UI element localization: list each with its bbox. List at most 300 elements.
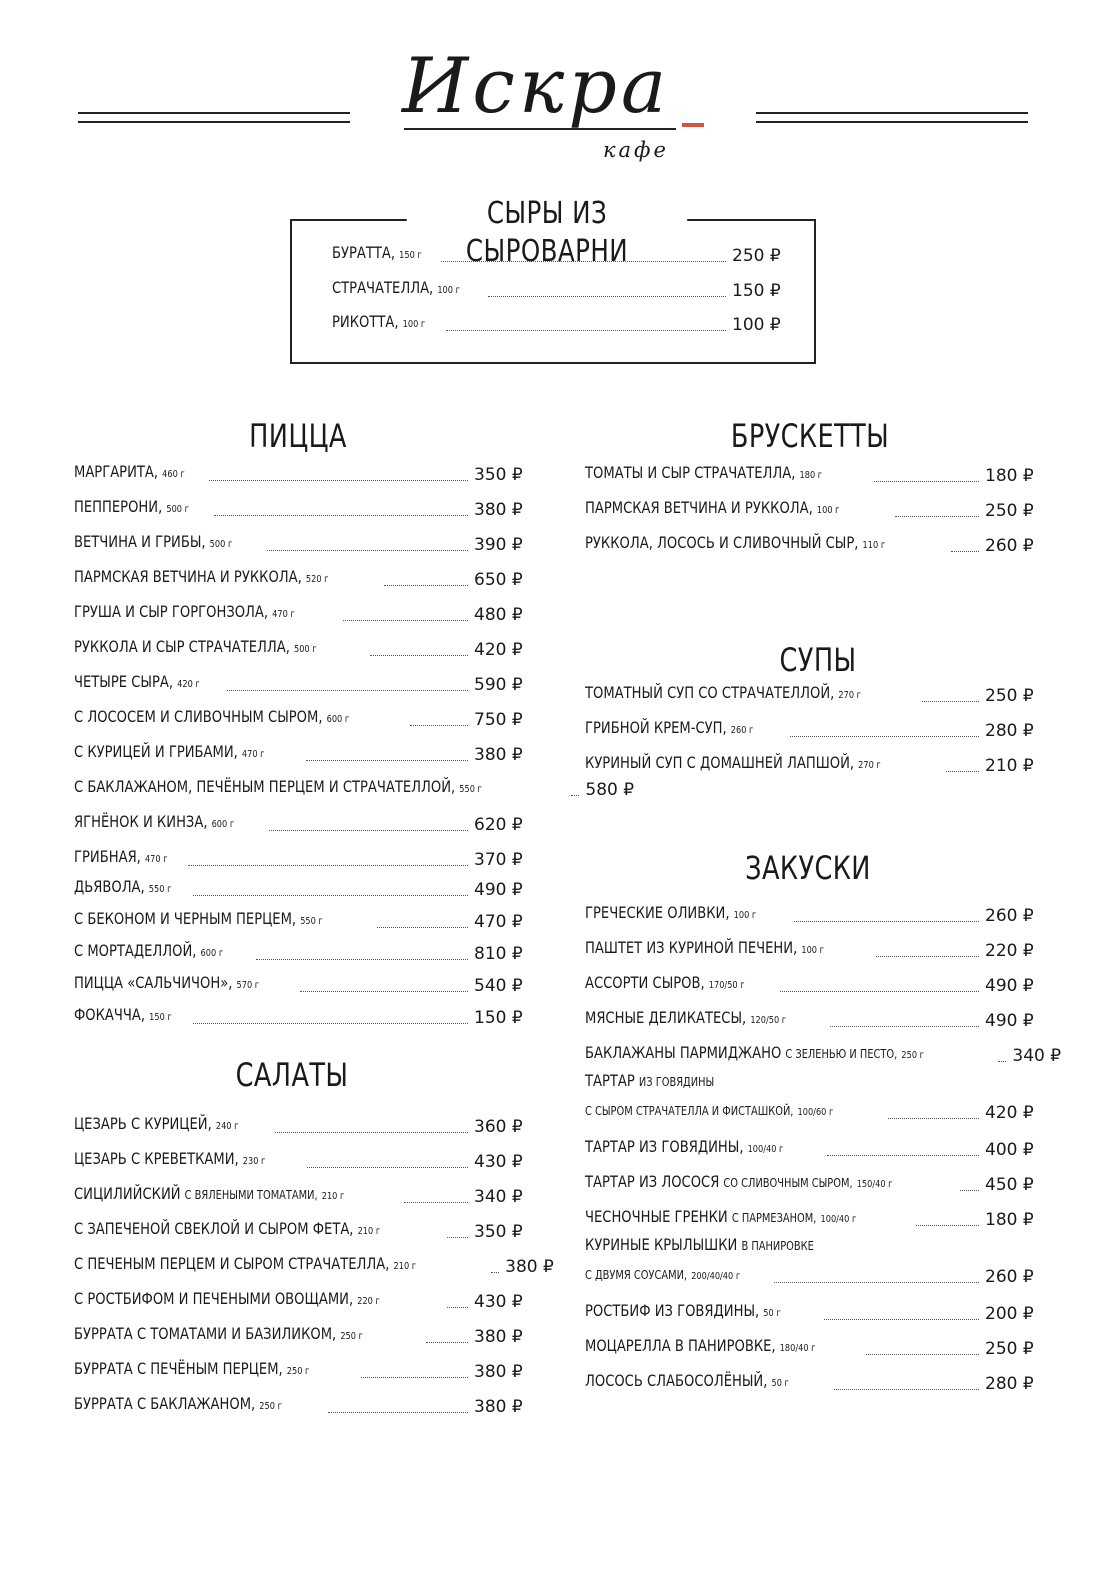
item-weight: 150 г: [149, 1012, 172, 1023]
menu-item: [74, 805, 522, 835]
item-price: 650 ₽: [474, 570, 523, 590]
item-weight: 270 г: [838, 690, 861, 701]
item-price: 340 ₽: [474, 1187, 523, 1207]
menu-item: [74, 525, 522, 555]
dot-leader: [214, 515, 468, 516]
decorative-double-line-right: [756, 112, 1028, 123]
item-name: [332, 312, 425, 335]
item-price: 350 ₽: [474, 1222, 523, 1242]
item-name: [585, 1172, 892, 1195]
item-title: С БАКЛАЖАНОМ, ПЕЧЁНЫМ ПЕРЦЕМ И СТРАЧАТЕЛЛОЙ,: [74, 777, 456, 796]
item-title: ГРИБНОЙ КРЕМ-СУП,: [585, 718, 727, 737]
item-price: 100 ₽: [732, 315, 781, 335]
item-weight: 600 г: [211, 819, 235, 830]
item-name: [74, 1219, 380, 1242]
item-title: БУРАТТА,: [332, 243, 396, 262]
item-price: 750 ₽: [474, 710, 523, 730]
item-name: [585, 1336, 815, 1359]
item-title: РИКОТТА,: [332, 312, 399, 331]
item-name: [585, 1008, 786, 1031]
menu-item: [585, 1200, 1033, 1230]
item-title: ТОМАТНЫЙ СУП СО СТРАЧАТЕЛЛОЙ,: [585, 683, 835, 702]
dot-leader: [998, 1061, 1006, 1062]
menu-item: [585, 1001, 1033, 1031]
dot-leader: [256, 959, 468, 960]
dot-leader: [343, 620, 468, 621]
item-title: МОЦАРЕЛЛА В ПАНИРОВКЕ,: [585, 1336, 776, 1355]
item-weight: 110 г: [862, 540, 886, 551]
item-weight: 470 г: [144, 854, 168, 865]
item-price: 490 ₽: [985, 1011, 1034, 1031]
dot-leader: [300, 991, 468, 992]
item-name: [74, 1289, 380, 1312]
menu-item: [585, 1130, 1033, 1160]
dot-leader: [275, 1132, 468, 1133]
item-name: [585, 498, 839, 521]
item-weight: 180/40 г: [779, 1343, 816, 1354]
dot-leader: [410, 725, 468, 726]
item-name: [74, 672, 200, 695]
item-name: [585, 1137, 783, 1160]
menu-item: [332, 236, 780, 266]
item-price: 200 ₽: [985, 1304, 1034, 1324]
item-title: БУРРАТА С БАКЛАЖАНОМ,: [74, 1394, 256, 1413]
item-title: РУККОЛА И СЫР СТРАЧАТЕЛЛА,: [74, 637, 290, 656]
item-weight: 210 г: [357, 1226, 381, 1237]
item-description: С СЫРОМ СТРАЧАТЕЛЛА И ФИСТАШКОЙ,: [585, 1104, 794, 1118]
item-title: БАКЛАЖАНЫ ПАРМИДЖАНО: [585, 1043, 782, 1062]
section-title-snacks: ЗАКУСКИ: [745, 849, 871, 887]
item-name: [74, 1254, 416, 1277]
menu-item: [74, 840, 522, 870]
item-price: 180 ₽: [985, 1210, 1034, 1230]
item-name: [74, 1005, 172, 1028]
item-weight: 600 г: [200, 948, 224, 959]
item-price: 260 ₽: [985, 536, 1034, 556]
dot-leader: [916, 1225, 979, 1226]
menu-item: [74, 770, 635, 800]
item-description: С ПАРМЕЗАНОМ,: [731, 1211, 817, 1225]
item-title: ГРИБНАЯ,: [74, 847, 141, 866]
item-title: С МОРТАДЕЛЛОЙ,: [74, 941, 197, 960]
item-description: С ЗЕЛЕНЬЮ И ПЕСТО,: [785, 1047, 898, 1061]
item-name: [332, 278, 460, 301]
dot-leader: [188, 865, 468, 866]
dot-leader: [866, 1354, 979, 1355]
menu-item: [585, 711, 1033, 741]
menu-item: [74, 1282, 522, 1312]
item-weight: 470 г: [272, 609, 295, 620]
item-price: 420 ₽: [474, 640, 523, 660]
menu-item: [585, 1329, 1033, 1359]
item-name: [74, 532, 232, 555]
item-price: 380 ₽: [474, 500, 523, 520]
dot-leader: [447, 1237, 468, 1238]
section-title-salads: САЛАТЫ: [235, 1056, 349, 1094]
item-weight: 100 г: [801, 945, 824, 956]
item-weight: 240 г: [215, 1121, 239, 1132]
dot-leader: [888, 1118, 979, 1119]
item-weight: 230 г: [242, 1156, 266, 1167]
item-name: [74, 637, 317, 660]
menu-item: [74, 870, 522, 900]
item-title: СТРАЧАТЕЛЛА,: [332, 277, 434, 297]
item-price: 400 ₽: [985, 1140, 1034, 1160]
item-name: [585, 1043, 924, 1066]
item-price: 380 ₽: [474, 1397, 523, 1417]
item-name: [74, 1394, 282, 1417]
item-weight: 150/40 г: [856, 1179, 893, 1190]
item-price: 380 ₽: [474, 1362, 523, 1382]
item-price: 450 ₽: [985, 1175, 1034, 1195]
menu-item: [74, 1352, 522, 1382]
dot-leader: [780, 991, 979, 992]
item-price: 150 ₽: [732, 280, 781, 301]
item-price: 250 ₽: [985, 1339, 1034, 1359]
item-title: С ЛОСОСЕМ И СЛИВОЧНЫМ СЫРОМ,: [74, 707, 323, 726]
item-weight: 420 г: [177, 679, 200, 690]
item-name: [74, 1149, 265, 1172]
menu-item: [74, 700, 522, 730]
item-name: [585, 1371, 789, 1394]
dot-leader: [895, 516, 979, 517]
menu-item: [74, 1387, 522, 1417]
item-title: ФОКАЧЧА,: [74, 1005, 146, 1024]
item-name: [74, 462, 185, 485]
dot-leader: [827, 1155, 979, 1156]
section-title-soups: СУПЫ: [779, 641, 857, 679]
dot-leader: [446, 330, 726, 331]
item-weight: 500 г: [166, 504, 189, 515]
dot-leader: [874, 481, 979, 482]
item-name-line: [585, 1071, 952, 1093]
menu-item: [332, 271, 780, 301]
item-price: 250 ₽: [985, 501, 1034, 521]
item-name: [585, 938, 824, 961]
item-weight: 550 г: [459, 784, 482, 795]
item-price: 250 ₽: [985, 686, 1034, 706]
item-weight: 200/40/40 г: [691, 1271, 741, 1282]
menu-item: [74, 735, 522, 765]
menu-item: [585, 746, 1033, 776]
item-price: 280 ₽: [985, 721, 1034, 741]
section-title-cheese: СЫРЫ ИЗ СЫРОВАРНИ: [407, 195, 687, 271]
item-price: 250 ₽: [732, 246, 781, 266]
menu-item: [74, 934, 522, 964]
menu-item: [74, 595, 522, 625]
dot-leader: [876, 956, 979, 957]
item-price: 350 ₽: [474, 465, 523, 485]
item-name: [74, 909, 323, 932]
item-price: 380 ₽: [474, 745, 523, 765]
menu-item: [332, 305, 780, 335]
item-title: С ПЕЧЕНЫМ ПЕРЦЕМ И СЫРОМ СТРАЧАТЕЛЛА,: [74, 1254, 390, 1273]
menu-item: [74, 630, 522, 660]
item-price: 580 ₽: [585, 780, 635, 800]
item-price: 380 ₽: [474, 1327, 523, 1347]
item-title: КУРИНЫЕ КРЫЛЫШКИ: [585, 1235, 738, 1254]
item-weight: 100/40 г: [820, 1214, 857, 1225]
item-name: [74, 877, 171, 900]
item-name: [74, 973, 259, 996]
item-name: [74, 1359, 309, 1382]
item-price: 180 ₽: [985, 466, 1034, 486]
item-price: 810 ₽: [474, 944, 523, 964]
item-name: [74, 497, 189, 520]
menu-item: [585, 931, 1033, 961]
item-price: 420 ₽: [985, 1103, 1034, 1123]
item-description: С ДВУМЯ СОУСАМИ,: [585, 1268, 688, 1282]
item-title: МАРГАРИТА,: [74, 462, 159, 481]
item-name: [74, 847, 168, 870]
item-title: ЧЕТЫРЕ СЫРА,: [74, 672, 174, 691]
section-title-bruschetta: БРУСКЕТТЫ: [730, 417, 890, 455]
item-name: [74, 602, 295, 625]
item-title: МЯСНЫЕ ДЕЛИКАТЕСЫ,: [585, 1008, 747, 1027]
dot-leader: [307, 1167, 468, 1168]
item-title: РОСТБИФ ИЗ ГОВЯДИНЫ,: [585, 1301, 760, 1320]
item-name: [585, 463, 822, 486]
item-weight: 570 г: [236, 980, 260, 991]
decorative-double-line-left: [78, 112, 350, 123]
item-title: БУРРАТА С ПЕЧЁНЫМ ПЕРЦЕМ,: [74, 1359, 283, 1378]
item-title: СИЦИЛИЙСКИЙ: [74, 1184, 181, 1203]
dot-leader: [193, 895, 468, 896]
item-price: 620 ₽: [474, 815, 523, 835]
item-weight: 250 г: [340, 1331, 363, 1342]
item-weight: 460 г: [162, 469, 185, 480]
menu-header: [0, 0, 1102, 180]
dot-leader: [209, 480, 468, 481]
logo-wordmark: Искра: [402, 41, 671, 130]
item-title: ГРЕЧЕСКИЕ ОЛИВКИ,: [585, 903, 730, 922]
menu-item: [585, 966, 1033, 996]
item-weight: 250 г: [286, 1366, 310, 1377]
section-title-pizza: ПИЦЦА: [249, 417, 347, 455]
menu-item: [585, 1036, 1062, 1066]
item-weight: 250 г: [901, 1050, 924, 1061]
item-name: [585, 683, 861, 706]
item-price: 260 ₽: [985, 1267, 1034, 1287]
item-name: [74, 1324, 363, 1347]
item-description: СО СЛИВОЧНЫМ СЫРОМ,: [723, 1176, 853, 1190]
dot-leader: [267, 550, 468, 551]
menu-item: [74, 1212, 522, 1242]
menu-item: [74, 560, 522, 590]
item-price: 390 ₽: [474, 535, 523, 555]
menu-item: [74, 1247, 554, 1277]
menu-item: [585, 676, 1033, 706]
menu-item: [585, 1071, 1033, 1123]
item-price: 490 ₽: [985, 976, 1034, 996]
item-price: 210 ₽: [985, 756, 1034, 776]
item-name: [74, 707, 349, 730]
item-name: [74, 941, 223, 964]
item-weight: 120/50 г: [750, 1015, 787, 1026]
item-name: [74, 1184, 344, 1207]
item-title: С РОСТБИФОМ И ПЕЧЕНЫМИ ОВОЩАМИ,: [74, 1289, 354, 1308]
item-price: 220 ₽: [985, 941, 1034, 961]
item-name: [74, 812, 234, 835]
dot-leader: [447, 1307, 468, 1308]
item-name: [74, 777, 482, 800]
item-title: С ЗАПЕЧЕНОЙ СВЕКЛОЙ И СЫРОМ ФЕТА,: [74, 1219, 354, 1238]
item-weight: 550 г: [148, 884, 172, 895]
item-title: С БЕКОНОМ И ЧЕРНЫМ ПЕРЦЕМ,: [74, 909, 297, 928]
dot-leader: [790, 736, 979, 737]
menu-item: [74, 1317, 522, 1347]
item-weight: 210 г: [393, 1261, 417, 1272]
item-price: 490 ₽: [474, 880, 523, 900]
item-price: 590 ₽: [474, 675, 523, 695]
item-price: 280 ₽: [985, 1374, 1034, 1394]
logo-accent-dash: [682, 123, 704, 127]
item-name: [585, 903, 756, 926]
logo-subtitle: кафе: [603, 138, 669, 162]
dot-leader: [488, 296, 726, 297]
item-weight: 50 г: [771, 1378, 789, 1389]
item-price: 430 ₽: [474, 1152, 523, 1172]
dot-leader: [306, 760, 468, 761]
item-price: 430 ₽: [474, 1292, 523, 1312]
dot-leader: [370, 655, 468, 656]
item-detail-line: [585, 1093, 1033, 1123]
item-title: ЛОСОСЬ СЛАБОСОЛЁНЫЙ,: [585, 1371, 768, 1390]
dot-leader: [571, 795, 579, 796]
item-weight: 100/60 г: [797, 1107, 834, 1118]
item-weight: 100/40 г: [747, 1144, 784, 1155]
item-name: [585, 718, 753, 741]
item-weight: 100 г: [402, 319, 426, 330]
item-weight: 100 г: [437, 284, 460, 296]
item-title: ЯГНЁНОК И КИНЗА,: [74, 812, 208, 831]
dot-leader: [384, 585, 468, 586]
item-weight: 600 г: [326, 714, 350, 725]
item-price: 360 ₽: [474, 1117, 523, 1137]
item-title: ЦЕЗАРЬ С КУРИЦЕЙ,: [74, 1114, 212, 1133]
dot-leader: [426, 1342, 468, 1343]
item-weight: 520 г: [305, 574, 329, 585]
menu-item: [74, 998, 522, 1028]
item-weight: 100 г: [816, 505, 840, 516]
item-title: ПАРМСКАЯ ВЕТЧИНА И РУККОЛА,: [585, 498, 813, 517]
menu-item: [74, 1177, 522, 1207]
dot-leader: [193, 1023, 468, 1024]
dot-leader: [328, 1412, 468, 1413]
menu-item: [585, 1165, 1033, 1195]
item-weight: 270 г: [858, 760, 881, 771]
item-name: [74, 742, 264, 765]
item-description: С ВЯЛЕНЫМИ ТОМАТАМИ,: [184, 1188, 318, 1202]
menu-item: [74, 1107, 522, 1137]
item-weight: 180 г: [799, 470, 823, 481]
dot-leader: [377, 927, 468, 928]
item-weight: 260 г: [730, 725, 754, 736]
item-name: [585, 753, 881, 776]
item-weight: 470 г: [241, 749, 265, 760]
dot-leader: [960, 1190, 979, 1191]
item-title: ГРУША И СЫР ГОРГОНЗОЛА,: [74, 602, 269, 621]
item-price: 540 ₽: [474, 976, 523, 996]
menu-item: [585, 1235, 1033, 1287]
menu-item: [585, 1294, 1033, 1324]
menu-item: [74, 455, 522, 485]
menu-item: [585, 526, 1033, 556]
menu-item: [74, 902, 522, 932]
menu-item: [74, 665, 522, 695]
item-name: [585, 533, 885, 556]
item-title: ТАРТАР: [585, 1071, 635, 1090]
dot-leader: [830, 1026, 979, 1027]
menu-item: [74, 1142, 522, 1172]
dot-leader: [441, 261, 726, 262]
item-name: [585, 1100, 833, 1123]
dot-leader: [946, 771, 979, 772]
dot-leader: [269, 830, 468, 831]
item-title: ВЕТЧИНА И ГРИБЫ,: [74, 532, 206, 551]
item-title: ЦЕЗАРЬ С КРЕВЕТКАМИ,: [74, 1149, 239, 1168]
item-title: ДЬЯВОЛА,: [74, 877, 145, 896]
item-title: ТАРТАР ИЗ ЛОСОСЯ: [585, 1172, 720, 1191]
item-weight: 210 г: [321, 1191, 345, 1202]
item-name: [74, 1114, 238, 1137]
item-name: [74, 567, 328, 590]
item-title: ТАРТАР ИЗ ГОВЯДИНЫ,: [585, 1137, 744, 1156]
item-price: 150 ₽: [474, 1008, 523, 1028]
item-title: ЧЕСНОЧНЫЕ ГРЕНКИ: [585, 1207, 728, 1226]
item-price: 380 ₽: [505, 1257, 554, 1277]
item-title: АССОРТИ СЫРОВ,: [585, 973, 705, 992]
dot-leader: [774, 1282, 979, 1283]
item-weight: 250 г: [259, 1401, 282, 1412]
item-title: КУРИНЫЙ СУП С ДОМАШНЕЙ ЛАПШОЙ,: [585, 753, 855, 772]
item-name: [332, 243, 422, 266]
item-title: РУККОЛА, ЛОСОСЬ И СЛИВОЧНЫЙ СЫР,: [585, 533, 859, 552]
menu-item: [585, 1364, 1033, 1394]
menu-item: [74, 490, 522, 520]
dot-leader: [951, 551, 979, 552]
item-weight: 220 г: [357, 1296, 380, 1307]
item-detail-line: [585, 1257, 1033, 1287]
item-description: В ПАНИРОВКЕ: [741, 1239, 814, 1253]
item-title: ТОМАТЫ И СЫР СТРАЧАТЕЛЛА,: [585, 463, 796, 482]
item-price: 480 ₽: [474, 605, 523, 625]
cafe-logo: [396, 41, 716, 162]
dot-leader: [794, 921, 979, 922]
item-weight: 150 г: [399, 250, 422, 261]
logo-underline: [404, 128, 676, 130]
item-price: 340 ₽: [1012, 1046, 1062, 1066]
item-weight: 500 г: [293, 644, 317, 655]
item-description: ИЗ ГОВЯДИНЫ: [638, 1075, 715, 1089]
menu-item: [585, 896, 1033, 926]
item-name: [585, 1207, 856, 1230]
item-weight: 500 г: [209, 539, 233, 550]
dot-leader: [922, 701, 979, 702]
menu-item: [585, 456, 1033, 486]
item-title: ПИЦЦА «САЛЬЧИЧОН»,: [74, 973, 233, 992]
item-name-line: [585, 1235, 952, 1257]
dot-leader: [491, 1272, 499, 1273]
item-weight: 170/50 г: [708, 980, 745, 991]
item-price: 370 ₽: [474, 850, 523, 870]
dot-leader: [834, 1389, 979, 1390]
dot-leader: [404, 1202, 468, 1203]
dot-leader: [824, 1319, 979, 1320]
item-name: [585, 1301, 781, 1324]
item-title: ПАРМСКАЯ ВЕТЧИНА И РУККОЛА,: [74, 567, 302, 586]
item-weight: 50 г: [763, 1308, 781, 1319]
